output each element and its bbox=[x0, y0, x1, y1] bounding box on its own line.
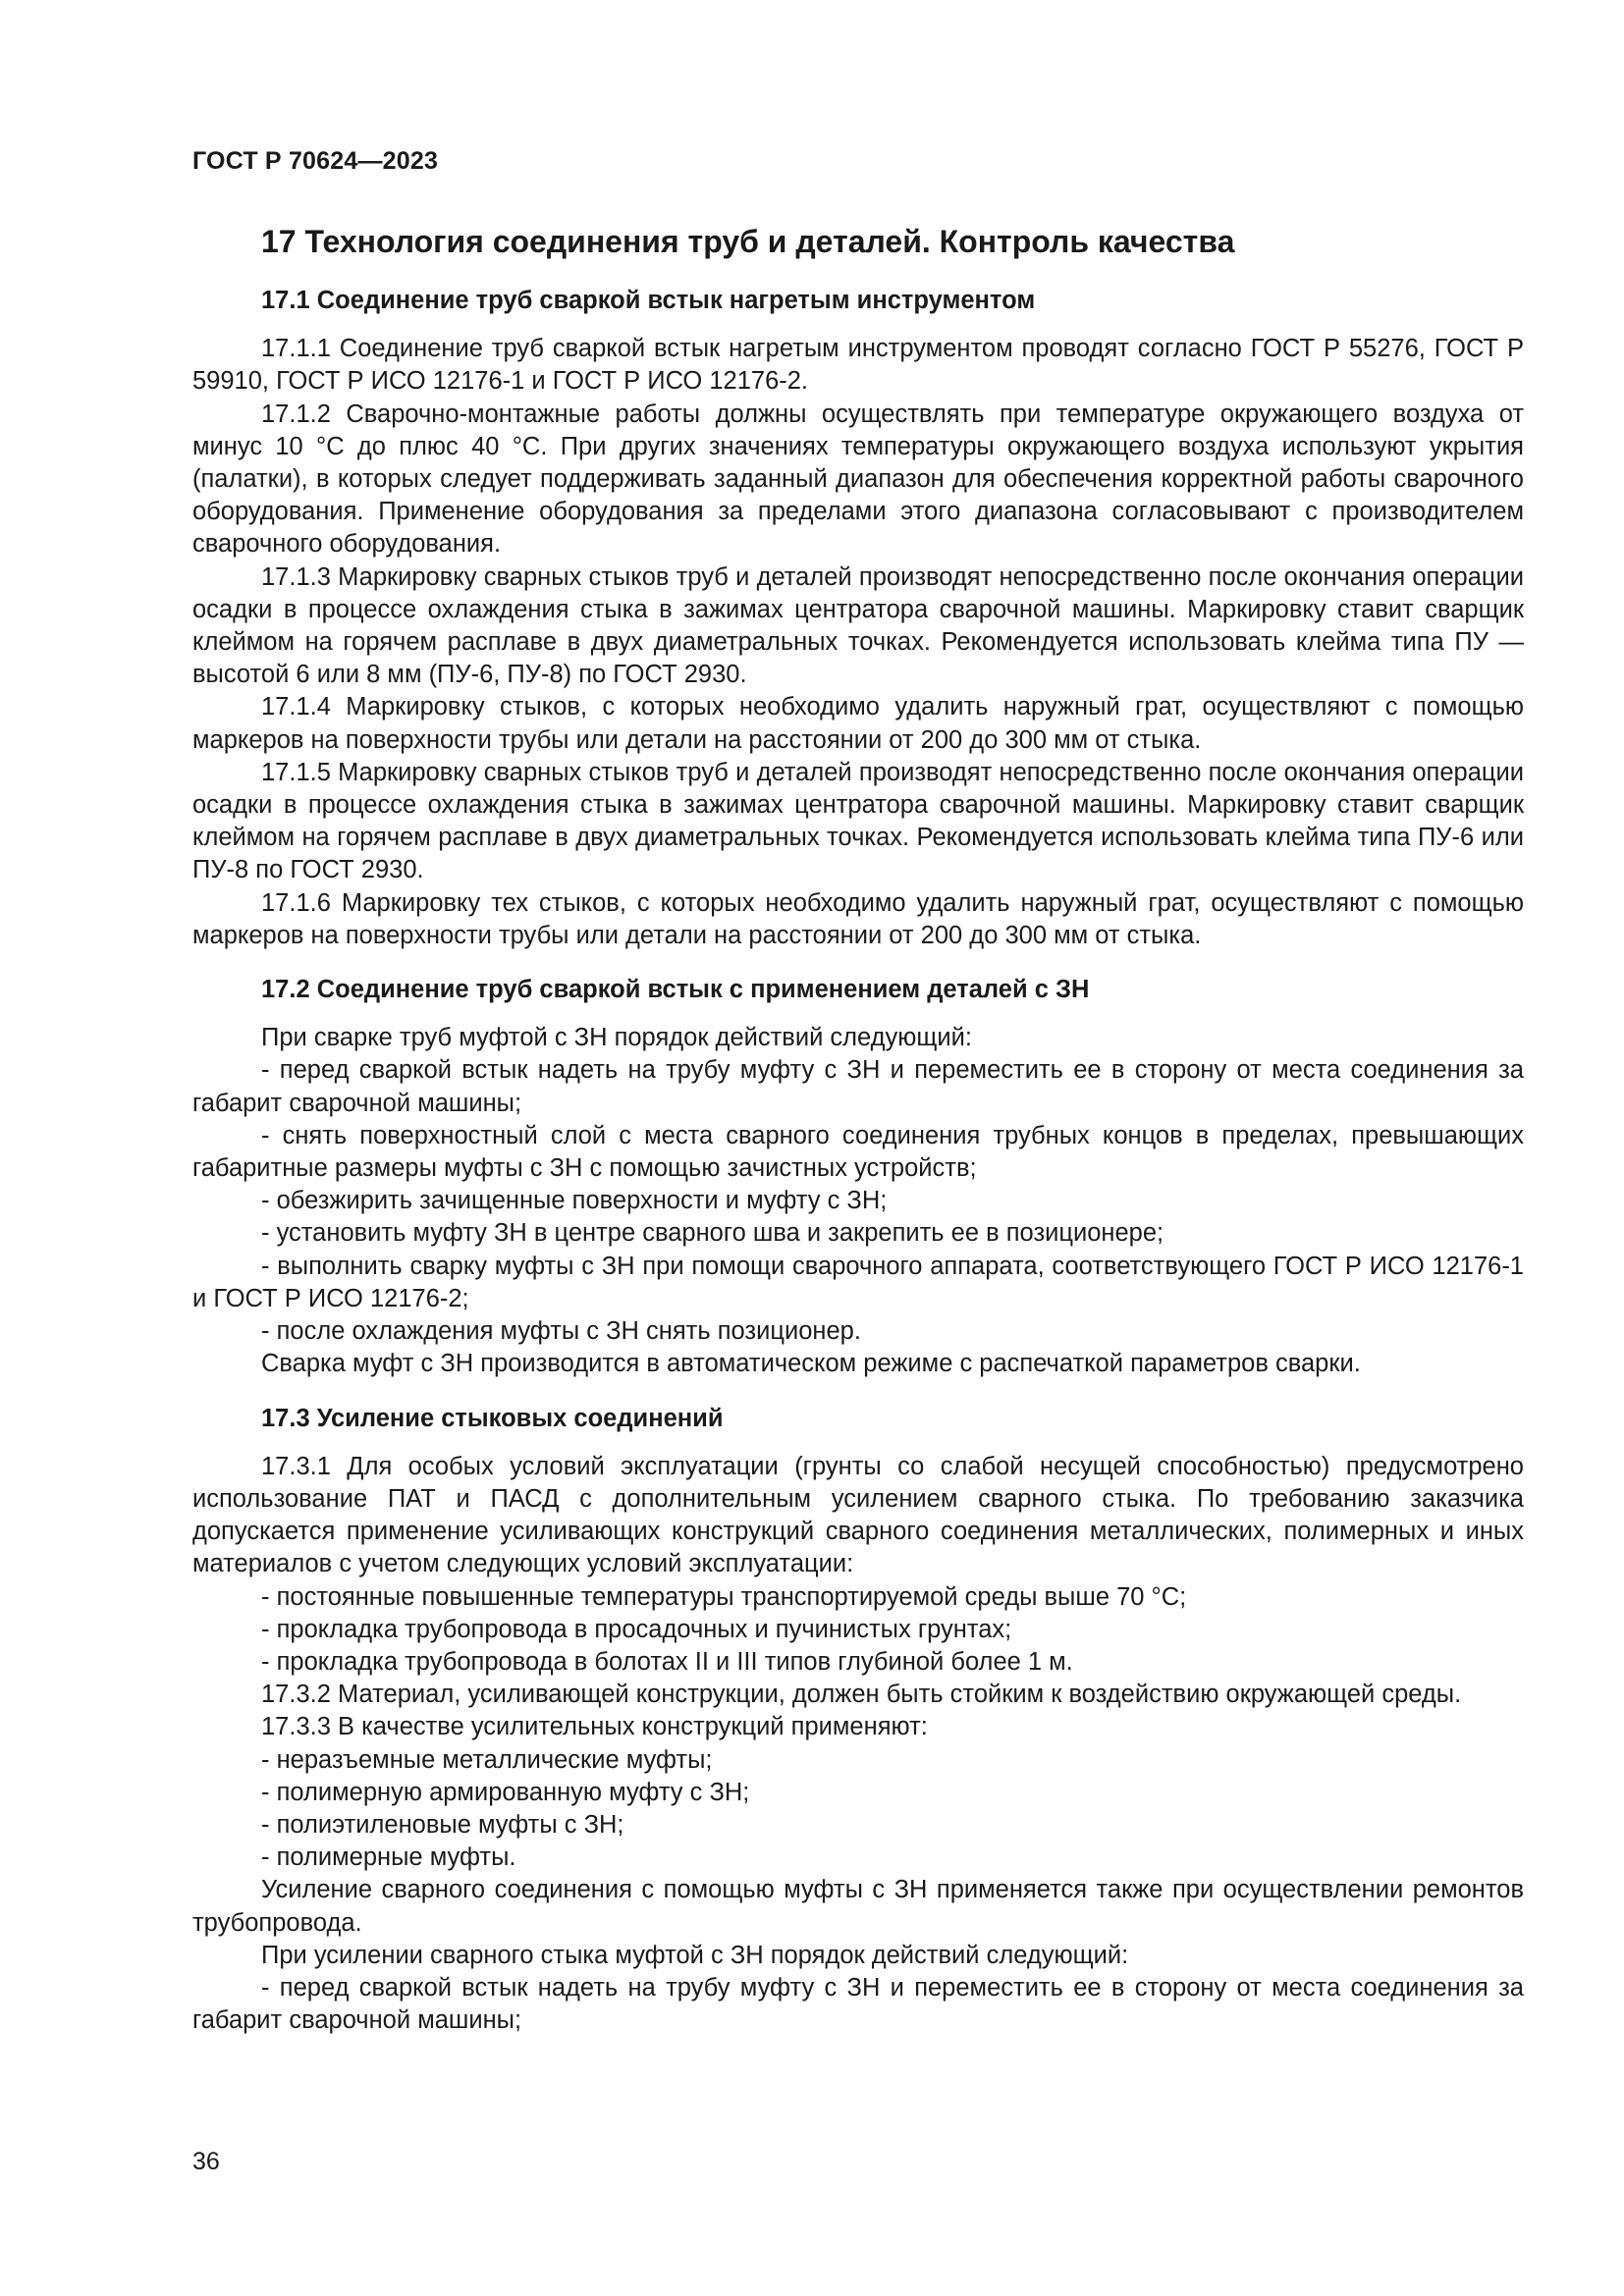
list-item: - неразъемные металлические муфты; bbox=[261, 1745, 713, 1774]
subsection-title-17-3: 17.3 Усиление стыковых соединений bbox=[261, 1404, 724, 1432]
paragraph-17-3-3: 17.3.3 В качестве усилительных конструкций применяют: bbox=[261, 1713, 928, 1741]
list-item: - прокладка трубопровода в болотах II и III типов глубиной более 1 м. bbox=[261, 1647, 1073, 1676]
list-item: - обезжирить зачищенные поверхности и муфту с ЗН; bbox=[261, 1187, 888, 1215]
paragraph-17-3-1: 17.3.1 Для особых условий эксплуатации (грунты со слабой несущей способностью) предусмотрено использование ПАТ и ПАСД с дополнительным усилением сварного стыка. По требованию заказчика допускается применение усиливающих конструкций сварного соединения металлических, полимерных и иных материалов с учетом следующих условий эксплуатации: bbox=[192, 1452, 1524, 1578]
paragraph-17-1-2: 17.1.2 Сварочно-монтажные работы должны осуществлять при температуре окружающего воздуха от минус 10 °С до плюс 40 °С. При других значениях температуры окружающего воздуха используют укрытия (палатки), в которых следует поддерживать заданный диапазон для обеспечения корректной работы сварочного оборудования. Применение оборудования за пределами этого диапазона согласовывают с производителем сварочного оборудования. bbox=[192, 400, 1524, 559]
paragraph-17-3-2: 17.3.2 Материал, усиливающей конструкции, должен быть стойким к воздействию окружающей среды. bbox=[261, 1681, 1462, 1709]
list-item: - установить муфту ЗН в центре сварного шва и закрепить ее в позиционере; bbox=[261, 1219, 1164, 1248]
page-content bbox=[192, 222, 1524, 2037]
list-item: - полимерную армированную муфту с ЗН; bbox=[261, 1778, 750, 1806]
subsection-title-17-1: 17.1 Соединение труб сваркой встык нагретым инструментом bbox=[261, 287, 1036, 314]
document-code: ГОСТ Р 70624—2023 bbox=[192, 147, 439, 175]
subsection-title-17-2: 17.2 Соединение труб сваркой встык с применением деталей с ЗН bbox=[261, 976, 1090, 1004]
list-item: - постоянные повышенные температуры транспортируемой среды выше 70 °С; bbox=[261, 1582, 1187, 1611]
list-item: - снять поверхностный слой с места сварного соединения трубных концов в пределах, превышающих габаритные размеры муфты с ЗН с помощью зачистных устройств; bbox=[192, 1121, 1524, 1183]
section-title: 17 Технология соединения труб и деталей. Контроль качества bbox=[261, 224, 1235, 259]
paragraph-17-3-procedure: При усилении сварного стыка муфтой с ЗН порядок действий следующий: bbox=[261, 1941, 1129, 1969]
paragraph-17-1-1: 17.1.1 Соединение труб сваркой встык нагретым инструментом проводят согласно ГОСТ Р 55276, ГОСТ Р 59910, ГОСТ Р ИСО 12176-1 и ГОСТ Р ИСО 12176-2. bbox=[192, 335, 1524, 396]
list-item: - перед сваркой встык надеть на трубу муфту с ЗН и переместить ее в сторону от места соединения за габарит сварочной машины; bbox=[192, 1056, 1524, 1117]
paragraph-17-1-4: 17.1.4 Маркировку стыков, с которых необходимо удалить наружный грат, осуществляют с помощью маркеров на поверхности трубы или детали на расстоянии от 200 до 300 мм от стыка. bbox=[192, 693, 1524, 754]
list-item: - прокладка трубопровода в просадочных и пучинистых грунтах; bbox=[261, 1615, 1012, 1643]
list-item: - перед сваркой встык надеть на трубу муфту с ЗН и переместить ее в сторону от места соединения за габарит сварочной машины; bbox=[192, 1973, 1524, 2035]
list-item: - полимерные муфты. bbox=[261, 1843, 516, 1872]
paragraph-17-1-3: 17.1.3 Маркировку сварных стыков труб и деталей производят непосредственно после окончания операции осадки в процессе охлаждения стыка в зажимах центратора сварочной машины. Маркировку ставит сварщик клеймом на горячем расплаве в двух диаметральных точках. Рекомендуется использовать клейма типа ПУ — высотой 6 или 8 мм (ПУ-6, ПУ-8) по ГОСТ 2930. bbox=[192, 562, 1524, 689]
page-number: 36 bbox=[192, 2148, 220, 2175]
list-item: - после охлаждения муфты с ЗН снять позиционер. bbox=[261, 1317, 861, 1346]
paragraph-17-1-5: 17.1.5 Маркировку сварных стыков труб и деталей производят непосредственно после окончания операции осадки в процессе охлаждения стыка в зажимах центратора сварочной машины. Маркировку ставит сварщик клеймом на горячем расплаве в двух диаметральных точках. Рекомендуется использовать клейма типа ПУ-6 или ПУ-8 по ГОСТ 2930. bbox=[192, 758, 1524, 884]
paragraph-17-1-6: 17.1.6 Маркировку тех стыков, с которых необходимо удалить наружный грат, осуществляют с помощью маркеров на поверхности трубы или детали на расстоянии от 200 до 300 мм от стыка. bbox=[192, 888, 1524, 949]
paragraph-17-2-closing: Сварка муфт с ЗН производится в автоматическом режиме с распечаткой параметров сварки. bbox=[261, 1350, 1361, 1378]
list-item: - выполнить сварку муфты с ЗН при помощи сварочного аппарата, соответствующего ГОСТ Р ИСО 12176-1 и ГОСТ Р ИСО 12176-2; bbox=[192, 1252, 1524, 1312]
paragraph-17-2-intro: При сварке труб муфтой с ЗН порядок действий следующий: bbox=[261, 1024, 972, 1052]
list-item: - полиэтиленовые муфты с ЗН; bbox=[261, 1810, 624, 1839]
paragraph-17-3-reinforcement: Усиление сварного соединения с помощью муфты с ЗН применяется также при осуществлении ремонтов трубопровода. bbox=[192, 1876, 1524, 1937]
